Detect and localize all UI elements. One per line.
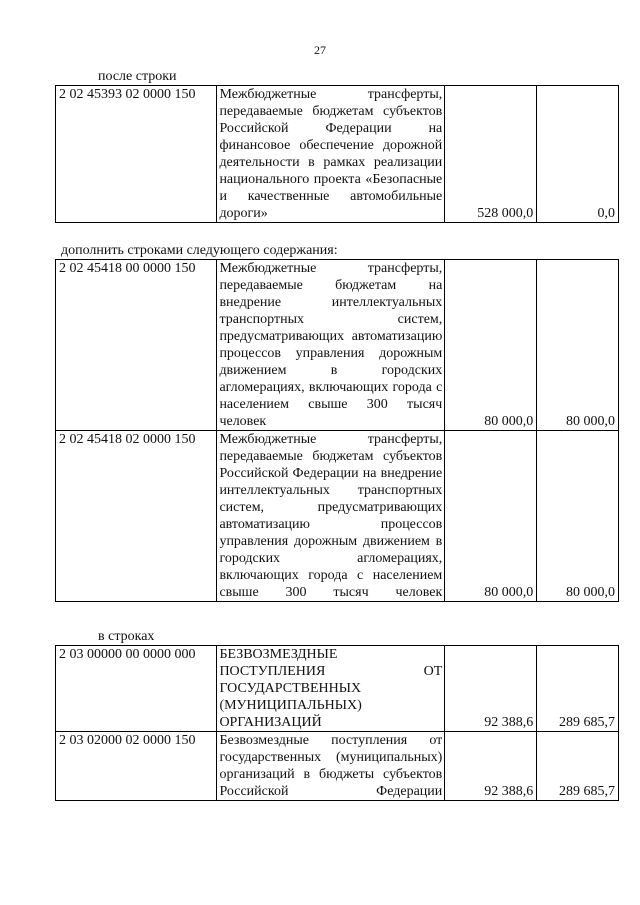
row-code: 2 03 02000 02 0000 150 [56, 732, 217, 801]
row-value-1: 80 000,0 [445, 431, 537, 602]
row-code: 2 02 45418 00 0000 150 [56, 260, 217, 431]
section-note: дополнить строками следующего содержания: [61, 243, 338, 258]
section-note: в строках [98, 629, 155, 644]
row-value-1: 92 388,6 [445, 646, 537, 732]
row-code: 2 02 45393 02 0000 150 [56, 86, 217, 223]
section-note: после строки [98, 69, 177, 84]
table-row [56, 86, 619, 223]
row-value-1: 528 000,0 [445, 86, 537, 223]
budget-table-1 [55, 85, 619, 223]
row-value-2: 289 685,7 [537, 732, 619, 801]
row-code: 2 03 00000 00 0000 000 [56, 646, 217, 732]
row-name: Межбюджетные трансферты, передаваемые бюджетам субъектов Российской Федерации на внедрение интеллектуальных транспортных систем, предусматривающих автоматизацию процессов управления дорожным движением в городских агломерациях, включающих города с населением свыше 300 тысяч человек [217, 431, 445, 602]
row-name: Безвозмездные поступления от государственных (муниципальных) организаций в бюджеты субъектов Российской Федерации [217, 732, 445, 801]
row-value-2: 80 000,0 [537, 431, 619, 602]
table-row [56, 732, 619, 801]
table-row [56, 646, 619, 732]
row-name: Межбюджетные трансферты, передаваемые бюджетам на внедрение интеллектуальных транспортных систем, предусматривающих автоматизацию процессов управления дорожным движением в городских агломерациях, включающих города с населением свыше 300 тысяч человек [217, 260, 445, 431]
row-value-2: 0,0 [537, 86, 619, 223]
row-value-2: 80 000,0 [537, 260, 619, 431]
page-number: 27 [314, 43, 326, 57]
budget-table-2 [55, 259, 619, 602]
row-value-1: 80 000,0 [445, 260, 537, 431]
row-name: Межбюджетные трансферты, передаваемые бюджетам субъектов Российской Федерации на финансовое обеспечение дорожной деятельности в рамках реализации национального проекта «Безопасные и качественные автомобильные дороги» [217, 86, 445, 223]
row-value-1: 92 388,6 [445, 732, 537, 801]
row-code: 2 02 45418 02 0000 150 [56, 431, 217, 602]
budget-table-3 [55, 645, 619, 801]
table-row [56, 431, 619, 602]
row-value-2: 289 685,7 [537, 646, 619, 732]
row-name: БЕЗВОЗМЕЗДНЫЕ ПОСТУПЛЕНИЯ ОТ ГОСУДАРСТВЕННЫХ (МУНИЦИПАЛЬНЫХ) ОРГАНИЗАЦИЙ [217, 646, 445, 732]
table-row [56, 260, 619, 431]
